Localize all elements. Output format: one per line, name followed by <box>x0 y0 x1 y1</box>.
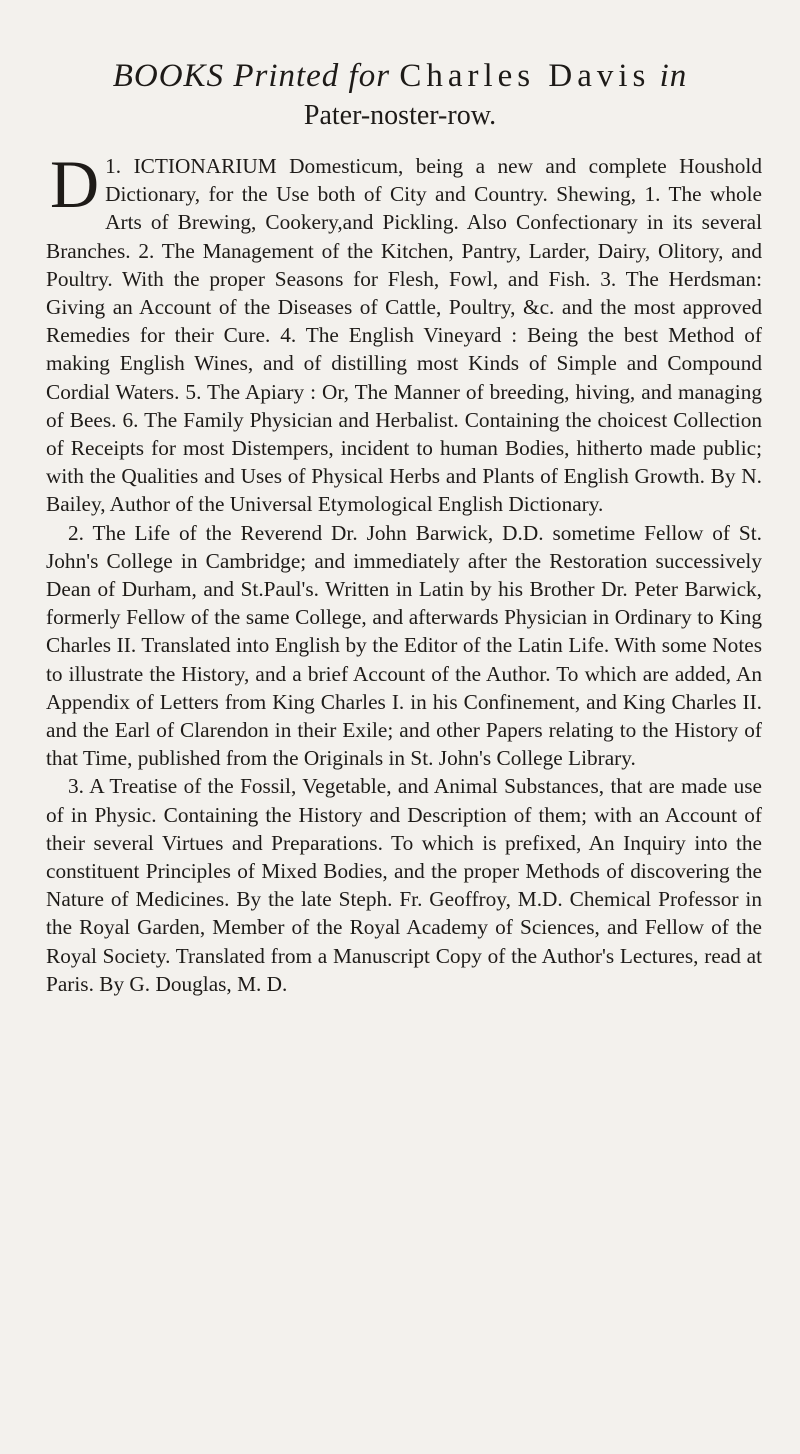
catalogue-entry-1 <box>46 146 762 519</box>
header-location: Pater-noster-row. <box>303 100 497 131</box>
catalogue-entry-3 <box>46 772 762 998</box>
entry-number: 1. <box>105 154 122 178</box>
entry-text: ICTIONARIUM Domesticum, being a new and complete Houshold Dictionary, for the Use both of City and Country. Shewing, 1. The whole Arts of Brewing, Cookery,and Pickling. Also Confectionary in its several Branches. 2. The Management of the Kitchen, Pantry, Larder, Dairy, Olitory, and Poultry. With the proper Seasons for Flesh, Fowl, and Fish. 3. The Herdsman: Giving an Account of the Diseases of Cattle, Poultry, &c. and the most approved Remedies for their Cure. 4. The English Vineyard : Being the best Method of making English Wines, and of distilling most Kinds of Simple and Compound Cordial Waters. 5. The Apiary : Or, The Manner of breeding, hiving, and managing of Bees. 6. The Family Physician and Herbalist. Containing the choicest Collection of Receipts for most Distempers, incident to human Bodies, hitherto made public; with the Qualities and Uses of Physical Herbs and Plants of English Growth. By N. Bailey, Author of the Universal Etymological English Dictionary. <box>46 154 762 517</box>
entry-text: The Life of the Reverend Dr. John Barwick, D.D. sometime Fellow of St. John's College in Cambridge; and immediately after the Restoration successively Dean of Durham, and St.Paul's. Written in Latin by his Brother Dr. Peter Barwick, formerly Fellow of the same College, and afterwards Physician in Ordinary to King Charles II. Translated into English by the Editor of the Latin Life. With some Notes to illustrate the History, and a brief Account of the Author. To which are added, An Appendix of Letters from King Charles I. in his Confinement, and King Charles II. and the Earl of Clarendon in their Exile; and other Papers relating to the History of that Time, published from the Originals in St. John's College Library. <box>46 520 762 771</box>
header-in: in <box>659 58 688 94</box>
header-publisher: Charles Davis <box>399 58 651 94</box>
page-header <box>0 58 800 95</box>
catalogue-entry-2 <box>46 519 762 773</box>
drop-cap: D <box>50 146 100 222</box>
entry-number: 2. <box>68 520 84 545</box>
entry-number: 3. <box>68 774 84 799</box>
entry-text: A Treatise of the Fossil, Vegetable, and Animal Substances, that are made use of in Physic. Containing the History and Description of them; with an Account of their several Virtues and Preparations. To which is prefixed, An Inquiry into the constituent Principles of Mixed Bodies, and the proper Methods of discovering the Nature of Medicines. By the late Steph. Fr. Geoffroy, M.D. Chemical Professor in the Royal Garden, Member of the Royal Academy of Sciences, and Fellow of the Royal Society. Translated from a Manuscript Copy of the Author's Lectures, read at Paris. By G. Douglas, M. D. <box>46 774 762 996</box>
header-books: BOOKS <box>112 58 225 94</box>
header-printed-for: Printed for <box>233 58 391 94</box>
catalogue-body <box>46 146 762 998</box>
